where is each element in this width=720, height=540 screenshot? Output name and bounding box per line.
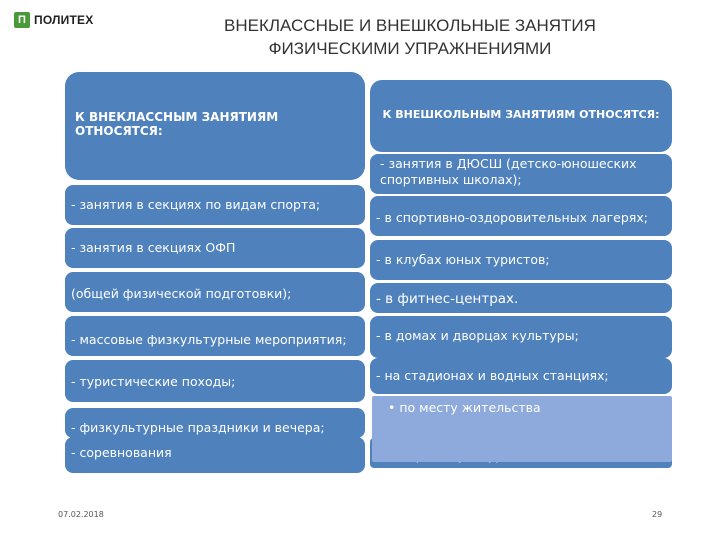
right-item [370,283,672,313]
left-item [65,437,365,473]
left-item-text: - занятия в секциях ОФП [71,240,236,255]
page-title [130,14,690,60]
footer-date: 07.02.2018 [58,510,104,519]
right-item [370,316,672,358]
right-heading-text: К ВНЕШКОЛЬНЫМ ЗАНЯТИЯМ ОТНОСЯТСЯ: [382,108,660,121]
right-item-text: - на стадионах и водных станциях; [376,368,609,383]
left-item-text: - туристические походы; [71,374,236,389]
left-item [65,185,365,225]
right-item [370,358,672,394]
left-item [65,360,365,402]
title-line-2: ФИЗИЧЕСКИМИ УПРАЖНЕНИЯМИ [268,39,552,58]
left-item [65,316,365,356]
right-item-text: - занятия в ДЮСШ (детско-юношеских спортивных школах); [380,156,637,187]
left-item-text: - соревнования [71,445,172,460]
logo-icon: П [14,12,30,28]
right-item-text: • по месту жительства [388,400,541,415]
left-item [65,408,365,438]
right-item [370,240,672,280]
right-item [370,196,672,236]
left-item-text: (общей физической подготовки); [71,286,292,301]
logo-text: ПОЛИТЕХ [34,13,94,27]
left-item-text: - занятия в секциях по видам спорта; [71,197,321,212]
right-item-overlay [372,396,672,462]
page-number: 29 [652,510,663,519]
right-heading [370,80,672,152]
left-item-text: - физкультурные праздники и вечера; [71,420,325,435]
logo [14,12,93,28]
title-line-1: ВНЕКЛАССНЫЕ И ВНЕШКОЛЬНЫЕ ЗАНЯТИЯ [224,16,596,35]
right-item-text: - в фитнес-центрах. [376,291,519,307]
left-item [65,228,365,268]
right-item-text: - в домах и дворцах культуры; [376,328,579,343]
left-item-text: - массовые физкультурные мероприятия; [71,332,347,347]
right-item-text: - в спортивно-оздоровительных лагерях; [376,210,648,225]
left-heading [65,72,365,180]
right-item-text: - в клубах юных туристов; [376,252,550,267]
right-item [370,154,672,194]
left-item [65,272,365,312]
left-heading-text: К ВНЕКЛАССНЫМ ЗАНЯТИЯМ ОТНОСЯТСЯ: [75,110,279,138]
